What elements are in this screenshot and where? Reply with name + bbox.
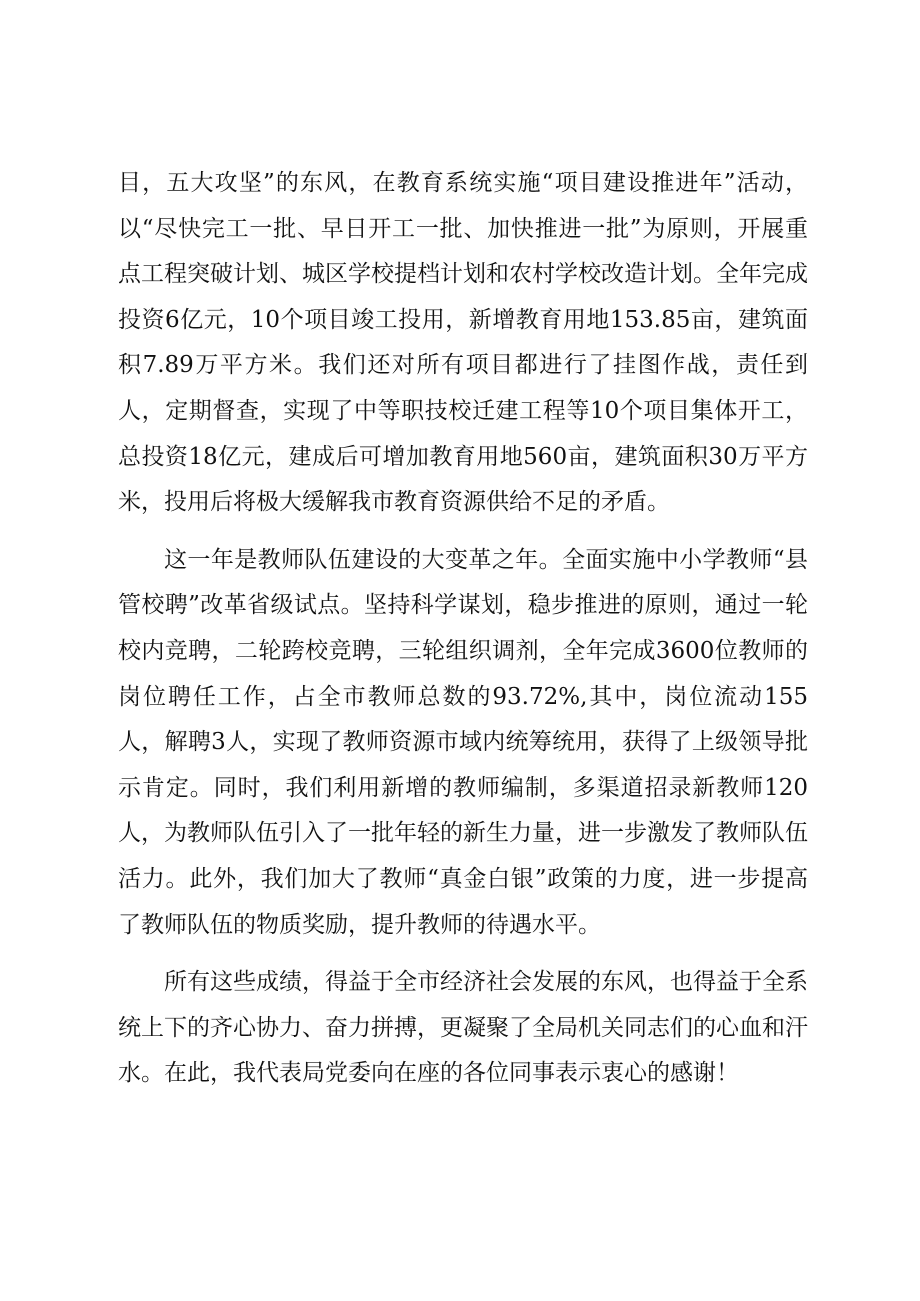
paragraph-teacher-reform: 这一年是教师队伍建设的大变革之年。全面实施中小学教师“县管校聘”改革省级试点。坚持科学谋划，稳步推进的原则，通过一轮校内竞聘，二轮跨校竞聘，三轮组织调剂，全年完成3600位教师的岗位聘任工作，占全市教师总数的93.72%,其中，岗位流动155人，解聘3人，实现了教师资源市域内统筹统用，获得了上级领导批示肯定。同时，我们利用新增的教师编制，多渠道招录新教师120人，为教师队伍引入了一批年轻的新生力量，进一步激发了教师队伍活力。此外，我们加大了教师“真金白银”政策的力度，进一步提高了教师队伍的物质奖励，提升教师的待遇水平。: [118, 546, 808, 938]
document-body: [118, 161, 808, 1097]
paragraph-acknowledgement: 所有这些成绩，得益于全市经济社会发展的东风，也得益于全系统上下的齐心协力、奋力拼搏，更凝聚了全局机关同志们的心血和汗水。在此，我代表局党委向在座的各位同事表示衷心的感谢！: [118, 969, 808, 1087]
paragraph-project-construction: 目，五大攻坚”的东风，在教育系统实施“项目建设推进年”活动，以“尽快完工一批、早日开工一批、加快推进一批”为原则，开展重点工程突破计划、城区学校提档计划和农村学校改造计划。全年完成投资6亿元，10个项目竣工投用，新增教育用地153.85亩，建筑面积7.89万平方米。我们还对所有项目都进行了挂图作战，责任到人，定期督查，实现了中等职技校迁建工程等10个项目集体开工，总投资18亿元，建成后可增加教育用地560亩，建筑面积30万平方米，投用后将极大缓解我市教育资源供给不足的矛盾。: [118, 170, 808, 516]
